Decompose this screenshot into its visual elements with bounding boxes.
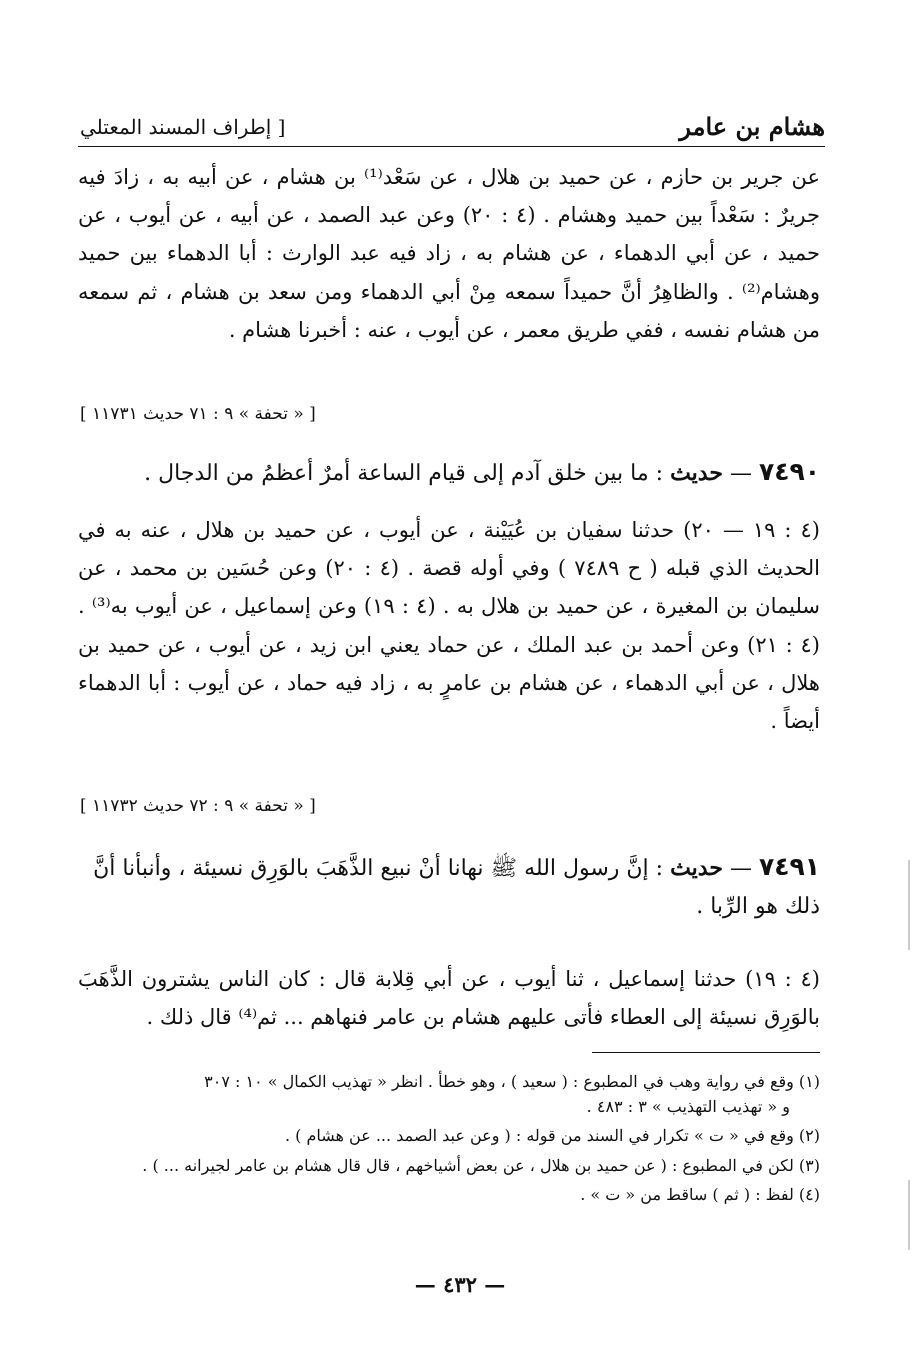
scan-edge-mark [908, 860, 910, 950]
hadith-text: : ما بين خلق آدم إلى قيام الساعة أمرٌ أعظمُ من الدجال . [144, 461, 664, 486]
footnote-1-line-2: و « تهذيب التهذيب » ٣ : ٤٨٣ . [586, 1096, 790, 1116]
hadith-number: ٧٤٩٠ [758, 457, 820, 486]
footnote-4: (٤) لفظ : ( ثم ) ساقط من « ت » . [580, 1185, 820, 1204]
footnote-3: (٣) لكن في المطبوع : ( عن حميد بن هلال ، عن بعض أشياخهم ، قال قال هشام بن عامر لجيرانه ... ) . [142, 1155, 820, 1175]
tuhfa-reference-2: [ « تحفة » ٩ : ٧٢ حديث ١١٧٣٢ ] [80, 796, 316, 816]
hadith-7491: ٧٤٩١ — حديث : إنَّ رسول الله ﷺ نهانا أنْ نبيع الذَّهَبَ بالوَرِق نسيئة ، وأنبأنا أنَّ ذلك هو الرِّبا . [93, 852, 820, 919]
page-number: — ٤٣٢ — [414, 1272, 506, 1297]
hadith-keyword: حديث [670, 460, 723, 486]
header-rule [78, 146, 825, 147]
hadith-7490: ٧٤٩٠ — حديث : ما بين خلق آدم إلى قيام الساعة أمرٌ أعظمُ من الدجال . [144, 457, 820, 486]
header-book-title: [ إطراف المسند المعتلي [80, 115, 286, 139]
hadith-keyword: حديث [670, 855, 723, 881]
hadith-number: ٧٤٩١ [758, 852, 820, 881]
tuhfa-reference-1: [ « تحفة » ٩ : ٧١ حديث ١١٧٣١ ] [80, 404, 316, 424]
scan-edge-mark [908, 1180, 910, 1250]
paragraph-isnad-1: عن جرير بن حازم ، عن حميد بن هلال ، عن سَعْد⁽¹⁾ بن هشام ، عن أبيه به ، زادَ فيه جريرٌ : سَعْداً بين حميد وهشام . (٤ : ٢٠) وعن عبد الصمد ، عن أبيه ، عن أيوب ، عن حميد ، عن أبي الدهماء ، عن هشام به ، زاد فيه عبد الوارث : أبا الدهماء بين حميد وهشام⁽²⁾ . والظاهِرُ أنَّ حميداً سمعه مِنْ أبي الدهماء ومن سعد بن هشام ، ثم سمعه من هشام نفسه ، ففي طريق معمر ، عن أيوب ، عنه : أخبرنا هشام . [78, 165, 821, 342]
paragraph-isnad-2: (٤ : ١٩ — ٢٠) حدثنا سفيان بن عُيَيْنة ، عن أيوب ، عن حميد بن هلال ، عنه به في الحديث الذي قبله ( ح ٧٤٨٩ ) وفي أوله قصة . (٤ : ٢٠) وعن حُسَين بن محمد ، عن سليمان بن المغيرة ، عن حميد بن هلال به . (٤ : ١٩) وعن إسماعيل ، عن أيوب به⁽³⁾ . (٤ : ٢١) وعن أحمد بن عبد الملك ، عن حماد يعني ابن زيد ، عن أيوب ، عن حميد بن هلال ، عن أبي الدهماء ، عن هشام بن عامرٍ به ، زاد فيه حماد ، عن أيوب : أبا الدهماء أيضاً . [78, 518, 820, 734]
running-header [80, 110, 825, 142]
footnote-2: (٢) وقع في « ت » تكرار في السند من قوله : ( وعن عبد الصمد ... عن هشام ) . [284, 1126, 820, 1145]
header-chapter-title: هشام بن عامر [679, 112, 825, 141]
footnote-rule [592, 1052, 820, 1053]
footnote-1 [80, 1070, 820, 1119]
paragraph-isnad-3: (٤ : ١٩) حدثنا إسماعيل ، ثنا أيوب ، عن أبي قِلابة قال : كان الناس يشترون الذَّهَبَ بالوَرِق نسيئة إلى العطاء فأتى عليهم هشام بن عامر فنهاهم ... ثم⁽⁴⁾ قال ذلك . [78, 967, 820, 1030]
footnote-1-line-1: (١) وقع في رواية وهب في المطبوع : ( سعيد ) ، وهو خطأ . انظر « تهذيب الكمال » ١٠ : ٣٠٧ [204, 1072, 820, 1091]
footnotes [80, 1070, 820, 1213]
hadith-text: : إنَّ رسول الله ﷺ نهانا أنْ نبيع الذَّهَبَ بالوَرِق نسيئة ، وأنبأنا أنَّ ذلك هو الرِّبا . [93, 856, 820, 919]
